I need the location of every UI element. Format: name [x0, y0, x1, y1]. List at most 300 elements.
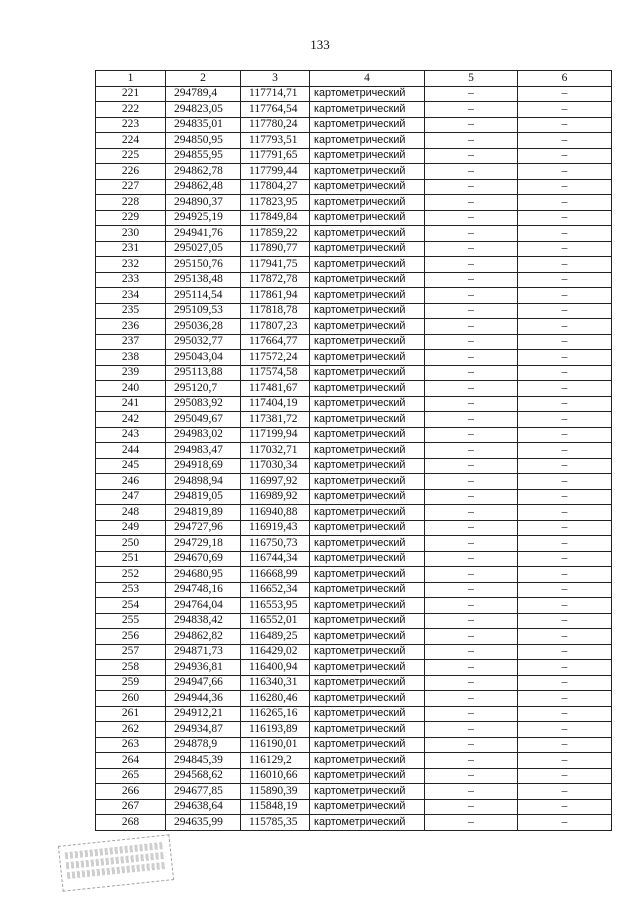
x-coordinate-cell: 294838,42	[166, 613, 241, 629]
column-6-cell: –	[518, 706, 612, 722]
method-cell: картометрический	[310, 722, 425, 738]
column-5-cell: –	[425, 350, 518, 366]
column-5-cell: –	[425, 799, 518, 815]
table-row	[96, 691, 612, 707]
column-5-cell: –	[425, 815, 518, 831]
table-row	[96, 799, 612, 815]
point-number-cell: 256	[96, 629, 166, 645]
column-6-cell: –	[518, 195, 612, 211]
x-coordinate-cell: 294941,76	[166, 226, 241, 242]
method-cell: картометрический	[310, 691, 425, 707]
column-6-cell: –	[518, 396, 612, 412]
column-6-cell: –	[518, 257, 612, 273]
x-coordinate-cell: 294898,94	[166, 474, 241, 490]
column-6-cell: –	[518, 164, 612, 180]
point-number-cell: 224	[96, 133, 166, 149]
y-coordinate-cell: 116668,99	[241, 567, 310, 583]
y-coordinate-cell: 116750,73	[241, 536, 310, 552]
column-6-cell: –	[518, 303, 612, 319]
x-coordinate-cell: 294855,95	[166, 148, 241, 164]
point-number-cell: 223	[96, 117, 166, 133]
point-number-cell: 232	[96, 257, 166, 273]
x-coordinate-cell: 294871,73	[166, 644, 241, 660]
column-5-cell: –	[425, 257, 518, 273]
x-coordinate-cell: 295114,54	[166, 288, 241, 304]
y-coordinate-cell: 117780,24	[241, 117, 310, 133]
point-number-cell: 226	[96, 164, 166, 180]
method-cell: картометрический	[310, 381, 425, 397]
point-number-cell: 246	[96, 474, 166, 490]
header-col-2: 2	[166, 71, 241, 87]
table-row	[96, 644, 612, 660]
table-row	[96, 706, 612, 722]
coordinates-table	[95, 70, 612, 831]
point-number-cell: 240	[96, 381, 166, 397]
column-5-cell: –	[425, 660, 518, 676]
method-cell: картометрический	[310, 86, 425, 102]
method-cell: картометрический	[310, 396, 425, 412]
column-5-cell: –	[425, 210, 518, 226]
method-cell: картометрический	[310, 629, 425, 645]
y-coordinate-cell: 117859,22	[241, 226, 310, 242]
column-6-cell: –	[518, 458, 612, 474]
point-number-cell: 264	[96, 753, 166, 769]
y-coordinate-cell: 117030,34	[241, 458, 310, 474]
column-5-cell: –	[425, 784, 518, 800]
x-coordinate-cell: 294680,95	[166, 567, 241, 583]
point-number-cell: 254	[96, 598, 166, 614]
x-coordinate-cell: 294670,69	[166, 551, 241, 567]
header-col-3: 3	[241, 71, 310, 87]
table-row	[96, 272, 612, 288]
table-row	[96, 784, 612, 800]
x-coordinate-cell: 294862,78	[166, 164, 241, 180]
method-cell: картометрический	[310, 195, 425, 211]
column-6-cell: –	[518, 536, 612, 552]
point-number-cell: 227	[96, 179, 166, 195]
column-6-cell: –	[518, 582, 612, 598]
x-coordinate-cell: 295113,88	[166, 365, 241, 381]
column-6-cell: –	[518, 722, 612, 738]
method-cell: картометрический	[310, 133, 425, 149]
column-5-cell: –	[425, 567, 518, 583]
point-number-cell: 239	[96, 365, 166, 381]
method-cell: картометрический	[310, 598, 425, 614]
column-6-cell: –	[518, 768, 612, 784]
method-cell: картометрический	[310, 489, 425, 505]
table-row	[96, 148, 612, 164]
y-coordinate-cell: 116129,2	[241, 753, 310, 769]
x-coordinate-cell: 294918,69	[166, 458, 241, 474]
method-cell: картометрический	[310, 613, 425, 629]
table-row	[96, 334, 612, 350]
table-row	[96, 319, 612, 335]
column-5-cell: –	[425, 443, 518, 459]
column-6-cell: –	[518, 489, 612, 505]
column-6-cell: –	[518, 644, 612, 660]
table-row	[96, 489, 612, 505]
x-coordinate-cell: 295049,67	[166, 412, 241, 428]
column-5-cell: –	[425, 675, 518, 691]
table-row	[96, 86, 612, 102]
table-row	[96, 195, 612, 211]
point-number-cell: 262	[96, 722, 166, 738]
table-row	[96, 722, 612, 738]
method-cell: картометрический	[310, 799, 425, 815]
x-coordinate-cell: 294789,4	[166, 86, 241, 102]
y-coordinate-cell: 117799,44	[241, 164, 310, 180]
column-5-cell: –	[425, 706, 518, 722]
column-6-cell: –	[518, 381, 612, 397]
method-cell: картометрический	[310, 272, 425, 288]
method-cell: картометрический	[310, 815, 425, 831]
y-coordinate-cell: 117807,23	[241, 319, 310, 335]
table-row	[96, 458, 612, 474]
method-cell: картометрический	[310, 784, 425, 800]
point-number-cell: 253	[96, 582, 166, 598]
column-6-cell: –	[518, 799, 612, 815]
point-number-cell: 231	[96, 241, 166, 257]
y-coordinate-cell: 117764,54	[241, 102, 310, 118]
column-5-cell: –	[425, 412, 518, 428]
y-coordinate-cell: 116997,92	[241, 474, 310, 490]
table-row	[96, 737, 612, 753]
point-number-cell: 238	[96, 350, 166, 366]
point-number-cell: 236	[96, 319, 166, 335]
column-6-cell: –	[518, 613, 612, 629]
y-coordinate-cell: 116400,94	[241, 660, 310, 676]
column-6-cell: –	[518, 505, 612, 521]
table-row	[96, 613, 612, 629]
column-5-cell: –	[425, 737, 518, 753]
x-coordinate-cell: 294890,37	[166, 195, 241, 211]
column-5-cell: –	[425, 365, 518, 381]
column-6-cell: –	[518, 427, 612, 443]
column-5-cell: –	[425, 288, 518, 304]
y-coordinate-cell: 116265,16	[241, 706, 310, 722]
point-number-cell: 241	[96, 396, 166, 412]
x-coordinate-cell: 294862,48	[166, 179, 241, 195]
column-6-cell: –	[518, 365, 612, 381]
y-coordinate-cell: 116429,02	[241, 644, 310, 660]
table-row	[96, 396, 612, 412]
method-cell: картометрический	[310, 443, 425, 459]
column-6-cell: –	[518, 148, 612, 164]
y-coordinate-cell: 115785,35	[241, 815, 310, 831]
x-coordinate-cell: 295043,04	[166, 350, 241, 366]
method-cell: картометрический	[310, 582, 425, 598]
column-5-cell: –	[425, 536, 518, 552]
method-cell: картометрический	[310, 102, 425, 118]
point-number-cell: 228	[96, 195, 166, 211]
header-col-4: 4	[310, 71, 425, 87]
point-number-cell: 235	[96, 303, 166, 319]
table-row	[96, 551, 612, 567]
header-col-6: 6	[518, 71, 612, 87]
column-6-cell: –	[518, 815, 612, 831]
y-coordinate-cell: 117861,94	[241, 288, 310, 304]
table-header-row	[96, 71, 612, 87]
method-cell: картометрический	[310, 350, 425, 366]
x-coordinate-cell: 294748,16	[166, 582, 241, 598]
table-row	[96, 582, 612, 598]
column-5-cell: –	[425, 148, 518, 164]
point-number-cell: 252	[96, 567, 166, 583]
point-number-cell: 225	[96, 148, 166, 164]
table-row	[96, 210, 612, 226]
method-cell: картометрический	[310, 520, 425, 536]
x-coordinate-cell: 295083,92	[166, 396, 241, 412]
point-number-cell: 249	[96, 520, 166, 536]
column-6-cell: –	[518, 319, 612, 335]
method-cell: картометрический	[310, 644, 425, 660]
column-6-cell: –	[518, 179, 612, 195]
column-5-cell: –	[425, 505, 518, 521]
method-cell: картометрический	[310, 567, 425, 583]
x-coordinate-cell: 295027,05	[166, 241, 241, 257]
point-number-cell: 250	[96, 536, 166, 552]
column-5-cell: –	[425, 334, 518, 350]
y-coordinate-cell: 116744,34	[241, 551, 310, 567]
x-coordinate-cell: 295138,48	[166, 272, 241, 288]
y-coordinate-cell: 116940,88	[241, 505, 310, 521]
x-coordinate-cell: 294729,18	[166, 536, 241, 552]
column-5-cell: –	[425, 551, 518, 567]
table-row	[96, 815, 612, 831]
column-5-cell: –	[425, 179, 518, 195]
table-row	[96, 520, 612, 536]
x-coordinate-cell: 294925,19	[166, 210, 241, 226]
column-6-cell: –	[518, 784, 612, 800]
column-6-cell: –	[518, 334, 612, 350]
x-coordinate-cell: 295036,28	[166, 319, 241, 335]
column-5-cell: –	[425, 117, 518, 133]
column-5-cell: –	[425, 520, 518, 536]
point-number-cell: 230	[96, 226, 166, 242]
page-number: 133	[310, 37, 330, 52]
y-coordinate-cell: 117381,72	[241, 412, 310, 428]
column-6-cell: –	[518, 86, 612, 102]
column-5-cell: –	[425, 226, 518, 242]
point-number-cell: 268	[96, 815, 166, 831]
x-coordinate-cell: 295120,7	[166, 381, 241, 397]
point-number-cell: 234	[96, 288, 166, 304]
table-row	[96, 567, 612, 583]
y-coordinate-cell: 117941,75	[241, 257, 310, 273]
column-6-cell: –	[518, 551, 612, 567]
method-cell: картометрический	[310, 210, 425, 226]
point-number-cell: 237	[96, 334, 166, 350]
method-cell: картометрический	[310, 706, 425, 722]
column-5-cell: –	[425, 598, 518, 614]
y-coordinate-cell: 116552,01	[241, 613, 310, 629]
table-row	[96, 536, 612, 552]
x-coordinate-cell: 294764,04	[166, 598, 241, 614]
table-row	[96, 117, 612, 133]
point-number-cell: 247	[96, 489, 166, 505]
column-6-cell: –	[518, 691, 612, 707]
point-number-cell: 244	[96, 443, 166, 459]
method-cell: картометрический	[310, 675, 425, 691]
column-6-cell: –	[518, 629, 612, 645]
method-cell: картометрический	[310, 412, 425, 428]
y-coordinate-cell: 117032,71	[241, 443, 310, 459]
column-5-cell: –	[425, 272, 518, 288]
table-row	[96, 241, 612, 257]
y-coordinate-cell: 117664,77	[241, 334, 310, 350]
column-6-cell: –	[518, 737, 612, 753]
y-coordinate-cell: 117791,65	[241, 148, 310, 164]
y-coordinate-cell: 117404,19	[241, 396, 310, 412]
y-coordinate-cell: 116340,31	[241, 675, 310, 691]
column-6-cell: –	[518, 567, 612, 583]
y-coordinate-cell: 117481,67	[241, 381, 310, 397]
column-5-cell: –	[425, 427, 518, 443]
x-coordinate-cell: 294835,01	[166, 117, 241, 133]
method-cell: картометрический	[310, 660, 425, 676]
table-row	[96, 505, 612, 521]
x-coordinate-cell: 295032,77	[166, 334, 241, 350]
method-cell: картометрический	[310, 117, 425, 133]
point-number-cell: 259	[96, 675, 166, 691]
column-6-cell: –	[518, 660, 612, 676]
x-coordinate-cell: 294944,36	[166, 691, 241, 707]
column-5-cell: –	[425, 691, 518, 707]
point-number-cell: 263	[96, 737, 166, 753]
method-cell: картометрический	[310, 753, 425, 769]
method-cell: картометрический	[310, 319, 425, 335]
y-coordinate-cell: 115890,39	[241, 784, 310, 800]
method-cell: картометрический	[310, 288, 425, 304]
column-5-cell: –	[425, 474, 518, 490]
method-cell: картометрический	[310, 536, 425, 552]
method-cell: картометрический	[310, 179, 425, 195]
x-coordinate-cell: 294912,21	[166, 706, 241, 722]
point-number-cell: 229	[96, 210, 166, 226]
y-coordinate-cell: 117574,58	[241, 365, 310, 381]
column-6-cell: –	[518, 443, 612, 459]
y-coordinate-cell: 117872,78	[241, 272, 310, 288]
table-row	[96, 753, 612, 769]
table-row	[96, 288, 612, 304]
point-number-cell: 251	[96, 551, 166, 567]
column-5-cell: –	[425, 195, 518, 211]
y-coordinate-cell: 116489,25	[241, 629, 310, 645]
point-number-cell: 221	[96, 86, 166, 102]
column-5-cell: –	[425, 86, 518, 102]
column-6-cell: –	[518, 520, 612, 536]
column-6-cell: –	[518, 288, 612, 304]
y-coordinate-cell: 116193,89	[241, 722, 310, 738]
point-number-cell: 222	[96, 102, 166, 118]
table-row	[96, 164, 612, 180]
method-cell: картометрический	[310, 474, 425, 490]
method-cell: картометрический	[310, 303, 425, 319]
y-coordinate-cell: 116280,46	[241, 691, 310, 707]
column-6-cell: –	[518, 133, 612, 149]
table-row	[96, 443, 612, 459]
column-5-cell: –	[425, 722, 518, 738]
point-number-cell: 255	[96, 613, 166, 629]
point-number-cell: 248	[96, 505, 166, 521]
x-coordinate-cell: 294845,39	[166, 753, 241, 769]
table-row	[96, 675, 612, 691]
point-number-cell: 233	[96, 272, 166, 288]
header-col-1: 1	[96, 71, 166, 87]
column-6-cell: –	[518, 272, 612, 288]
x-coordinate-cell: 294819,05	[166, 489, 241, 505]
y-coordinate-cell: 117793,51	[241, 133, 310, 149]
x-coordinate-cell: 294819,89	[166, 505, 241, 521]
table-row	[96, 179, 612, 195]
x-coordinate-cell: 294638,64	[166, 799, 241, 815]
method-cell: картометрический	[310, 226, 425, 242]
table-row	[96, 660, 612, 676]
column-6-cell: –	[518, 117, 612, 133]
column-5-cell: –	[425, 381, 518, 397]
table-row	[96, 381, 612, 397]
copy-stamp	[58, 834, 174, 891]
table-row	[96, 102, 612, 118]
column-5-cell: –	[425, 303, 518, 319]
column-6-cell: –	[518, 350, 612, 366]
y-coordinate-cell: 117823,95	[241, 195, 310, 211]
column-6-cell: –	[518, 598, 612, 614]
column-6-cell: –	[518, 474, 612, 490]
y-coordinate-cell: 115848,19	[241, 799, 310, 815]
x-coordinate-cell: 295150,76	[166, 257, 241, 273]
table-row	[96, 257, 612, 273]
y-coordinate-cell: 117804,27	[241, 179, 310, 195]
method-cell: картометрический	[310, 241, 425, 257]
column-5-cell: –	[425, 613, 518, 629]
table-body	[96, 86, 612, 830]
column-5-cell: –	[425, 164, 518, 180]
method-cell: картометрический	[310, 164, 425, 180]
x-coordinate-cell: 294947,66	[166, 675, 241, 691]
column-5-cell: –	[425, 768, 518, 784]
method-cell: картометрический	[310, 334, 425, 350]
x-coordinate-cell: 294983,47	[166, 443, 241, 459]
header-col-5: 5	[425, 71, 518, 87]
y-coordinate-cell: 116010,66	[241, 768, 310, 784]
column-5-cell: –	[425, 644, 518, 660]
point-number-cell: 267	[96, 799, 166, 815]
x-coordinate-cell: 294635,99	[166, 815, 241, 831]
method-cell: картометрический	[310, 768, 425, 784]
column-6-cell: –	[518, 226, 612, 242]
method-cell: картометрический	[310, 365, 425, 381]
table-row	[96, 474, 612, 490]
y-coordinate-cell: 116919,43	[241, 520, 310, 536]
x-coordinate-cell: 295109,53	[166, 303, 241, 319]
table-row	[96, 427, 612, 443]
point-number-cell: 261	[96, 706, 166, 722]
column-6-cell: –	[518, 675, 612, 691]
x-coordinate-cell: 294934,87	[166, 722, 241, 738]
x-coordinate-cell: 294568,62	[166, 768, 241, 784]
column-5-cell: –	[425, 458, 518, 474]
table-row	[96, 768, 612, 784]
x-coordinate-cell: 294850,95	[166, 133, 241, 149]
y-coordinate-cell: 117199,94	[241, 427, 310, 443]
table-row	[96, 629, 612, 645]
x-coordinate-cell: 294862,82	[166, 629, 241, 645]
y-coordinate-cell: 117714,71	[241, 86, 310, 102]
x-coordinate-cell: 294727,96	[166, 520, 241, 536]
column-5-cell: –	[425, 319, 518, 335]
column-6-cell: –	[518, 753, 612, 769]
